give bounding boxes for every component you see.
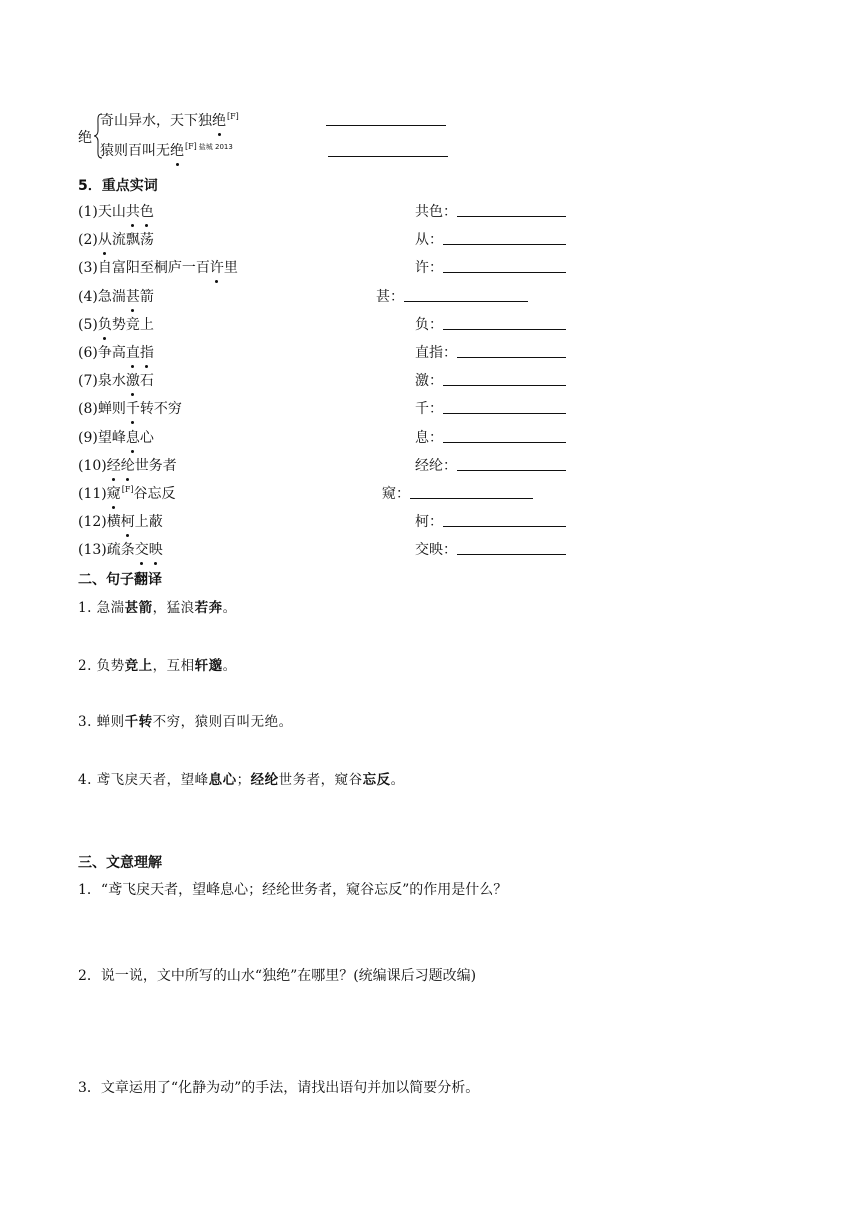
vocab-text: 里 [223,260,238,277]
vocab-key-word [107,458,135,474]
answer-blank[interactable] [457,343,566,358]
vocab-text: 上蔽 [134,514,163,531]
vocab-number: (7) [78,373,98,390]
vocab-number: (1) [78,204,98,220]
vocab-text: 泉水 [97,373,126,390]
answer-blank[interactable] [443,258,566,273]
vocab-label: 许： [415,260,443,277]
dotted-char: 息 [125,429,140,446]
dotted-char: 许 [209,260,224,277]
dotted-char: 直 [125,345,140,361]
dotted-char: 绝 [170,143,184,159]
vocab-label: 息： [415,429,443,446]
source-note: 盐城 2013 [198,143,233,152]
sentence-text: 。 [390,772,405,788]
section-understanding-title: 三、文意理解 [78,855,162,871]
vocab-number: (12) [78,514,107,531]
vocab-label: 经纶： [415,457,457,474]
vocab-key-word [126,430,140,446]
sentence-text: ，互相 [152,658,195,674]
vocab-text: 世务者 [134,457,177,474]
vocab-number: (3) [78,260,98,277]
translation-item [78,656,237,676]
vocab-key-word [107,486,121,502]
vocab-item [78,343,154,363]
vocab-key-word [126,289,140,305]
dotted-char: 映 [148,542,163,559]
jue-line-2: 猿则百叫无绝[F] $^{盐城 2013}$ [100,142,233,159]
key-phrase: 息心 [208,772,237,788]
key-phrase: 轩邈 [194,658,223,674]
key-phrase: 千转 [124,714,153,730]
answer-blank[interactable] [404,287,528,302]
vocab-label: 从： [415,232,443,249]
vocab-item [78,202,154,222]
vocab-text: 流飘荡 [111,232,154,249]
vocab-label: 负： [415,316,443,333]
sentence-text: ； [236,772,251,788]
sentence-text: 3. 蝉则 [78,714,125,730]
translation-item [78,712,293,732]
dotted-char: 窥 [106,486,121,502]
answer-blank[interactable] [443,428,566,443]
answer-blank[interactable] [328,142,448,157]
translation-item [78,770,405,790]
vocab-number: (5) [78,316,98,333]
vocab-key-word [210,260,224,276]
dotted-char: 绝 [212,113,226,129]
dotted-char: 色 [139,204,154,220]
dotted-char: 柯 [120,514,135,531]
question-2: 2．说一说，文中所写的山水“独绝”在哪里？(统编课后习题改编) [78,968,477,984]
vocab-key-word [126,345,154,361]
vocab-item [78,315,154,335]
vocab-item [78,456,177,476]
vocab-text: 争高 [97,345,126,361]
dotted-char: 从 [97,232,112,249]
vocab-label: 直指： [415,345,457,361]
dotted-char: 共 [125,204,140,220]
vocab-item [78,484,176,504]
vocab-item [78,258,238,278]
answer-blank[interactable] [457,540,566,555]
sentence-text: 4. 鸢飞戾天者，望峰 [78,772,209,788]
vocab-text: 疏条 [106,542,135,559]
answer-blank[interactable] [443,399,566,414]
vocab-text: 谷忘反 [133,486,176,502]
vocab-key-word [126,373,140,389]
jue-line-1: 奇山异水，天下独绝[F] [100,112,239,129]
key-phrase: 经纶 [250,772,279,788]
vocab-text: 箭 [139,288,154,305]
vocab-number: (2) [78,232,98,249]
dotted-char: 交 [134,542,149,559]
vocab-label: 柯： [415,514,443,531]
answer-blank[interactable] [443,315,566,330]
vocab-number: (11) [78,486,107,502]
dotted-char: 负 [97,316,112,333]
vocab-number: (8) [78,401,98,418]
vocab-text: 望峰 [97,429,126,446]
key-phrase: 甚箭 [124,600,153,616]
vocab-key-word [126,204,154,220]
vocab-text: 横 [106,514,121,531]
dotted-char: 纶 [120,457,135,474]
vocab-number: (13) [78,542,107,559]
answer-blank[interactable] [457,456,566,471]
vocab-item [78,230,154,250]
sentence-text: 。 [222,600,237,616]
vocab-text: 势竞上 [111,316,154,333]
sentence-text: 不穷，猿则百叫无绝。 [152,714,293,730]
sentence-text: 世务者，窥谷 [278,772,363,788]
vocab-item [78,428,154,448]
vocab-number: (6) [78,345,98,361]
vocab-text: 急湍 [97,288,126,305]
vocab-text: 蝉则 [97,401,126,418]
answer-blank[interactable] [457,202,566,217]
footnote-mark: [F] [185,142,197,152]
dotted-char: 经 [106,457,121,474]
vocab-key-word [135,542,163,558]
question-3: 3．文章运用了“化静为动”的手法，请找出语句并加以简要分析。 [78,1080,480,1096]
answer-blank[interactable] [326,111,446,126]
dotted-char: 甚 [125,288,140,305]
vocab-number: (10) [78,457,107,474]
section-5-title: 5．重点实词 [78,178,158,194]
vocab-label: 千： [415,401,443,418]
vocab-item [78,399,182,419]
vocab-number: (9) [78,429,98,446]
sentence-text: 1. 急湍 [78,600,125,616]
vocab-key-word [126,401,140,417]
sentence-text: ，猛浪 [152,600,195,616]
vocab-key-word [98,232,112,248]
vocab-number: (4) [78,288,98,305]
vocab-key-word [121,514,135,530]
dotted-char: 激 [125,373,140,390]
vocab-item [78,287,154,307]
vocab-text: 天山 [97,204,126,220]
vocab-label: 甚： [376,288,404,305]
dotted-char: 千 [125,401,140,418]
vocab-label: 激： [415,373,443,390]
answer-blank[interactable] [410,484,533,499]
vocab-label: 窥： [382,486,410,502]
sentence-text: 。 [222,658,237,674]
vocab-text: 心 [139,429,154,446]
dotted-char: 指 [139,345,154,361]
jue-head-char: 绝 [78,130,92,146]
answer-blank[interactable] [443,230,566,245]
vocab-item [78,512,163,532]
vocab-item [78,371,154,391]
vocab-text: 转不穷 [139,401,182,418]
vocab-label: 共色： [415,204,457,220]
vocab-key-word [98,317,112,333]
key-phrase: 若奔 [194,600,223,616]
vocab-item [78,540,163,560]
section-translation-title: 二、句子翻译 [78,572,162,588]
key-phrase: 竞上 [124,658,153,674]
vocab-text: 石 [139,373,154,390]
key-phrase: 忘反 [362,772,391,788]
footnote-mark: [F] [121,485,134,495]
sentence-text: 2. 负势 [78,658,125,674]
answer-blank[interactable] [443,371,566,386]
vocab-text: 自富阳至桐庐一百 [97,260,210,277]
answer-blank[interactable] [443,512,566,527]
vocab-label: 交映： [415,542,457,559]
translation-item [78,598,237,618]
question-1: 1．“鸢飞戾天者，望峰息心；经纶世务者，窥谷忘反”的作用是什么？ [78,882,508,898]
footnote-mark: [F] [227,112,239,122]
